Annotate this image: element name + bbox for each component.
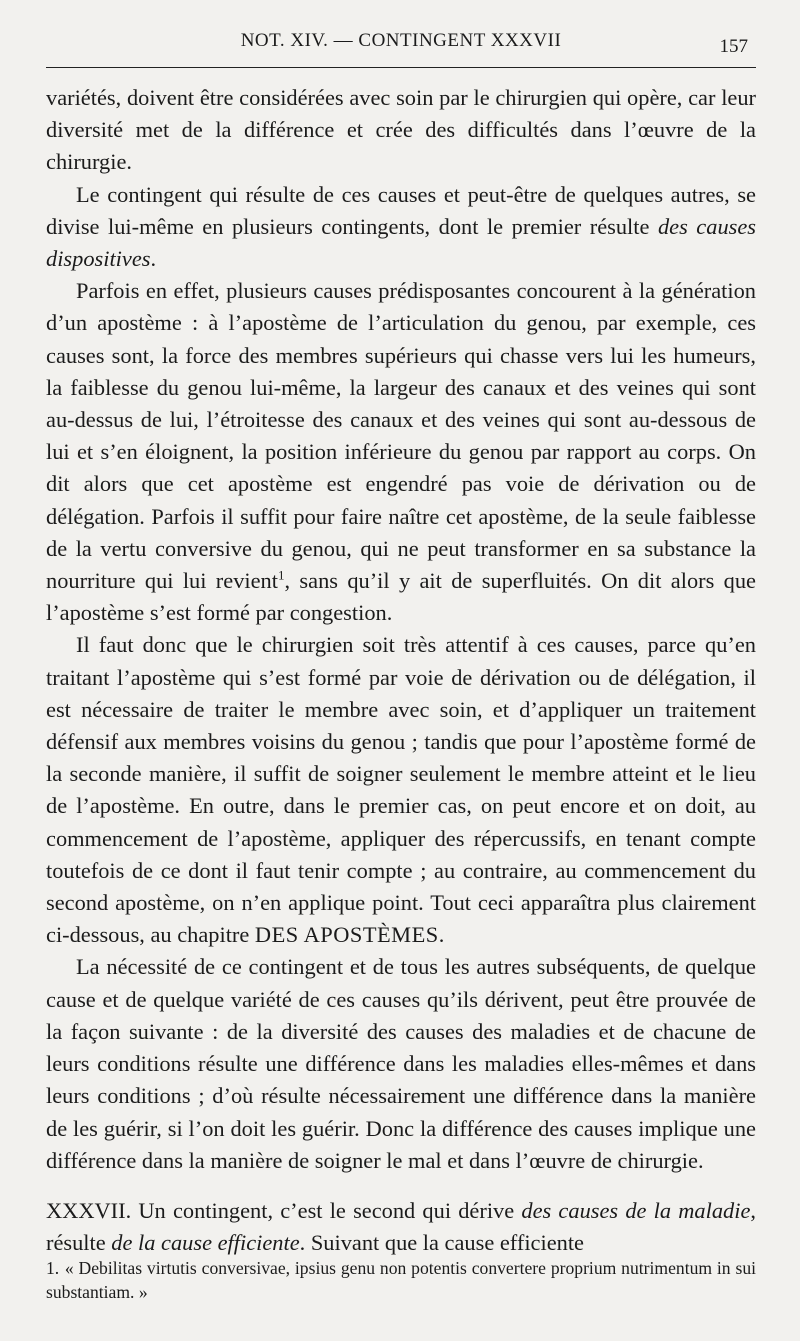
text-span: Il faut donc que le chirurgien soit très attentif à ces causes, parce qu’en traitant l’apostème qui s’est formé par voie de dérivation ou de délégation, il est nécessaire de traiter le membre avec soin, et d’appliquer un traitement défensif aux membres voisins du genou ; tandis que pour l’apostème formé de la seconde manière, il suffit de soigner seulement le membre atteint et le lieu de l’apostème. En outre, dans le premier cas, on peut encore et on doit, au commencement de l’apostème, appliquer des répercussifs, en tenant compte toutefois de ce dont il faut tenir compte ; au contraire, au commencement du second apostème, on n’en applique point. Tout ceci apparaîtra plus clairement ci-dessous, au chapitre bbox=[46, 632, 756, 948]
footnote bbox=[46, 1256, 756, 1304]
smallcaps-span: DES APOSTÈMES bbox=[254, 922, 439, 948]
italic-span: des causes de la maladie bbox=[521, 1197, 751, 1223]
footnote-ref: 1 bbox=[277, 567, 285, 583]
section-paragraph bbox=[46, 1195, 756, 1259]
text-span: XXXVII. Un contingent, c’est le second qui dérive bbox=[46, 1197, 522, 1223]
paragraph bbox=[46, 275, 756, 629]
paragraph bbox=[46, 82, 756, 179]
text-span: Le contingent qui résulte de ces causes et peut-être de quelques autres, se divise lui-même en plusieurs contingents, dont le premier résulte bbox=[46, 181, 756, 239]
text-span: . Suivant que la cause efficiente bbox=[299, 1230, 584, 1256]
body-text bbox=[46, 82, 756, 1259]
running-head: NOT. XIV. — CONTINGENT XXXVII bbox=[240, 30, 562, 51]
text-span: Parfois en effet, plusieurs causes prédisposantes concourent à la génération d’un apostème : à l’apostème de l’articulation du genou, par exemple, ces causes sont, la force des membres supérieurs qui chasse vers lui les humeurs, la faiblesse du genou lui-même, la largeur des canaux et des veines qui sont au-dessus de lui, l’étroitesse des canaux et des veines qui sont au-dessous de lui et s’en éloignent, la position inférieure du genou par rapport au corps. On dit alors que cet apostème est engendré pas voie de dérivation ou de délégation. Parfois il suffit pour faire naître cet apostème, de la seule faiblesse de la vertu conversive du genou, qui ne peut transformer en sa substance la nourriture qui lui revient bbox=[46, 278, 756, 594]
paragraph bbox=[46, 629, 756, 951]
italic-span: des causes dispositives bbox=[46, 213, 757, 272]
header-rule bbox=[46, 67, 756, 68]
page-number: 157 bbox=[719, 36, 748, 57]
text-span: , sans qu’il y ait de superfluités. On dit alors que l’apostème s’est formé par congestion. bbox=[46, 568, 756, 626]
text-span: . bbox=[438, 922, 445, 948]
paragraph bbox=[46, 179, 756, 276]
text-span: . bbox=[150, 246, 157, 272]
page-header bbox=[46, 26, 756, 60]
paragraph bbox=[46, 951, 756, 1176]
footnote-mark: 1. bbox=[46, 1258, 60, 1278]
footnotes bbox=[46, 1256, 756, 1304]
text-span: , résulte bbox=[46, 1197, 757, 1256]
text-span: variétés, doivent être considérées avec soin par le chirurgien qui opère, car leur diversité met de la différence et crée des difficultés dans l’œuvre de la chirurgie. bbox=[46, 85, 756, 175]
footnote-text: « Debilitas virtutis conversivae, ipsius genu non potentis convertere proprium nutrimentum in sui substantiam. » bbox=[46, 1258, 757, 1302]
text-span: La nécessité de ce contingent et de tous les autres subséquents, de quelque cause et de quelque variété de ces causes qu’ils dérivent, peut être prouvée de la façon suivante : de la diversité des causes des maladies et de chacune de leurs conditions résulte une différence dans les maladies elles-mêmes et dans leurs conditions ; d’où résulte nécessairement une différence dans la manière de les guérir, si l’on doit les guérir. Donc la différence des causes implique une différence dans la manière de soigner le mal et dans l’œuvre de chirurgie. bbox=[46, 954, 756, 1173]
italic-span: de la cause efficiente bbox=[111, 1230, 300, 1256]
